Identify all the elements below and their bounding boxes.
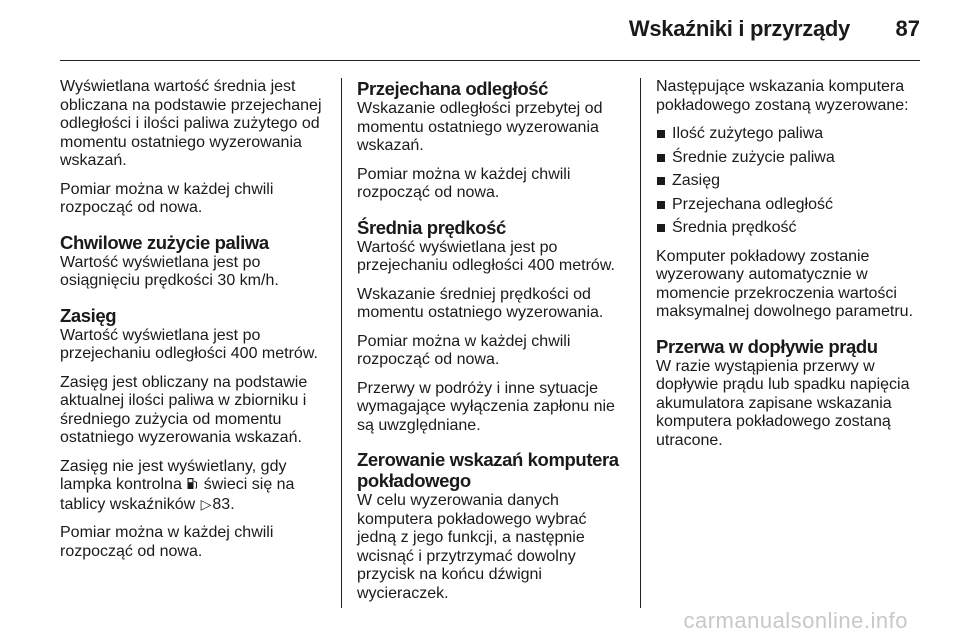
column-2 bbox=[357, 78, 629, 613]
paragraph: Zasięg jest obliczany na podstawie aktualnej ilości paliwa w zbiorniku i średniego zużycia od momentu ostatniego wyzerowania wskazań. bbox=[60, 373, 308, 446]
column-3 bbox=[656, 78, 928, 460]
column-divider-1 bbox=[341, 78, 342, 608]
header-divider bbox=[60, 60, 920, 61]
paragraph: Pomiar można w każdej chwili rozpocząć od nowa. bbox=[60, 524, 274, 560]
paragraph: Wskazanie odległości przebytej od momentu ostatniego wyzerowania wskazań. bbox=[357, 100, 603, 154]
paragraph: Wskazanie średniej prędkości od momentu ostatniego wyzerowania. bbox=[357, 285, 604, 321]
section-heading-predkosc: Średnia prędkość bbox=[357, 216, 506, 238]
bullet-square-icon bbox=[657, 224, 665, 232]
paragraph: Pomiar można w każdej chwili rozpocząć od nowa. bbox=[60, 180, 274, 216]
paragraph: Pomiar można w każdej chwili rozpocząć od nowa. bbox=[357, 165, 571, 201]
paragraph: Następujące wskazania komputera pokładowego zostaną wyzerowane: bbox=[656, 78, 909, 114]
watermark: carmanualsonline.info bbox=[683, 608, 908, 633]
list-item-label: Przejechana odległość bbox=[672, 195, 833, 213]
paragraph: Wartość wyświetlana jest po przejechaniu odległości 400 metrów. bbox=[60, 326, 318, 362]
paragraph-warning-lamp bbox=[60, 458, 332, 515]
page-reference-link[interactable]: 83. bbox=[212, 495, 235, 513]
page-title: Wskaźniki i przyrządy bbox=[628, 16, 850, 41]
column-divider-2 bbox=[640, 78, 641, 608]
text-fragment: Zasięg nie jest wyświetlany, gdy lampka kontrolna bbox=[60, 457, 287, 493]
list-item-label: Ilość zużytego paliwa bbox=[672, 125, 824, 142]
section-heading-odleglosc: Przejechana odległość bbox=[357, 78, 549, 99]
list-item bbox=[656, 172, 928, 191]
paragraph: Wartość wyświetlana jest po przejechaniu odległości 400 metrów. bbox=[357, 238, 615, 274]
paragraph: W celu wyzerowania danych komputera pokładowego wybrać jedną z jego funkcji, a następnie wcisnąć i przytrzymać dowolny przycisk na końcu dźwigni wycieraczek. bbox=[357, 492, 587, 602]
section-heading-przerwa: Przerwa w dopływie prądu bbox=[656, 335, 878, 357]
list-item bbox=[656, 196, 928, 215]
paragraph: Wyświetlana wartość średnia jest obliczana na podstawie przejechanej odległości i ilości paliwa zużytego od momentu ostatniego wyzerowania wskazań. bbox=[60, 78, 322, 169]
section-heading-zerowanie: Zerowanie wskazań komputera pokładowego bbox=[357, 449, 619, 491]
page-number: 87 bbox=[895, 16, 920, 41]
list-item bbox=[656, 219, 928, 238]
bullet-square-icon bbox=[657, 130, 665, 138]
paragraph: Pomiar można w każdej chwili rozpocząć od nowa. bbox=[357, 332, 571, 368]
list-item-label: Średnie zużycie paliwa bbox=[672, 148, 835, 166]
list-item bbox=[656, 149, 928, 168]
paragraph: Wartość wyświetlana jest po osiągnięciu prędkości 30 km/h. bbox=[60, 253, 279, 289]
paragraph: Komputer pokładowy zostanie wyzerowany automatycznie w momencie przekroczenia wartości maksymalnej dowolnego parametru. bbox=[656, 247, 914, 320]
list-item bbox=[656, 125, 928, 144]
paragraph: W razie wystąpienia przerwy w dopływie prądu lub spadku napięcia akumulatora zapisane wskazania komputera pokładowego zostaną utracone. bbox=[656, 357, 910, 449]
list-item-label: Zasięg bbox=[672, 172, 721, 189]
reference-arrow-icon: ▷ bbox=[200, 495, 212, 512]
text-fragment: świeci się na tablicy wskaźników bbox=[60, 476, 295, 513]
section-heading-chwilowe: Chwilowe zużycie paliwa bbox=[60, 231, 269, 253]
bullet-square-icon bbox=[657, 154, 665, 162]
reset-items-list bbox=[656, 125, 928, 238]
section-heading-zasieg: Zasięg bbox=[60, 304, 117, 326]
page-header bbox=[0, 0, 960, 60]
column-1 bbox=[60, 78, 332, 571]
bullet-square-icon bbox=[657, 201, 665, 209]
bullet-square-icon bbox=[657, 177, 665, 185]
fuel-pump-icon bbox=[187, 477, 198, 490]
paragraph: Przerwy w podróży i inne sytuacje wymagające wyłączenia zapłonu nie są uwzględniane. bbox=[357, 379, 615, 434]
list-item-label: Średnia prędkość bbox=[672, 219, 797, 236]
